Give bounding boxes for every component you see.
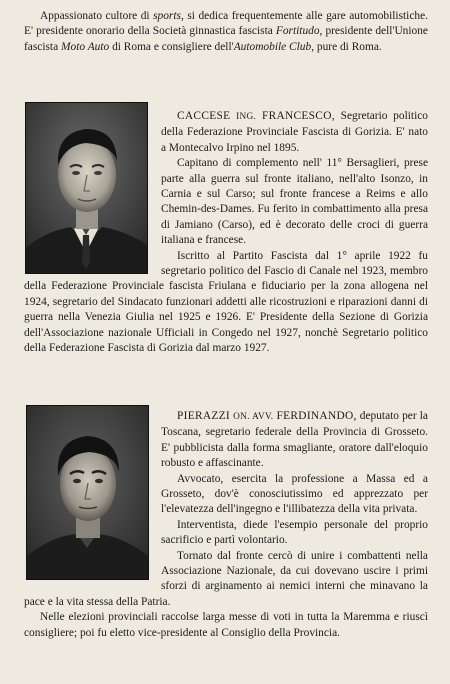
intro-text: di Roma e consigliere dell' — [109, 40, 234, 53]
bio-paragraph: Interventista, diede l'esempio personale del proprio sacrificio e partì volontario. — [161, 518, 428, 547]
biography-caccese — [24, 109, 428, 357]
photo-spacer — [24, 109, 161, 273]
intro-italic: sports — [153, 10, 181, 22]
person-surname: PIERAZZI — [177, 410, 231, 422]
intro-text: , si dedica frequentemente alle gare automobilistiche. E' presidente onorario della Società ginnastica fascista — [24, 10, 428, 38]
bio-paragraph: Iscritto al Partito Fascista dal 1° aprile 1922 fu segretario politico del Fascio di Canale nel 1923, membro della Federazione Provinciale fascista Friulana e fiduciario per la zona allogena nel 1924, segretario del Sindacato funzionari addetti alle ricostruzioni e riparazioni danni di guerra nella Venezia Giulia nel 1925 e 1926. E' Presidente della Sezione di Gorizia dell'Associazione nazionale Ufficiali in Congedo nel 1927, nonchè Segretario politico della Federazione Fascista di Gorizia dal marzo 1927. — [24, 249, 428, 355]
bio-paragraph: Avvocato, esercita la professione a Massa ed a Grosseto, dov'è conosciutissimo ed apprezzato per l'elevatezza dell'ingegno e l'illibatezza della vita privata. — [161, 472, 428, 516]
intro-text: Appassionato cultore di — [40, 10, 154, 22]
bio-text: Segretario politico della Federazione Provinciale Fascista di Gorizia. E' nato a Montecalvo Irpino nel 1895. — [161, 110, 428, 154]
intro-text: , pure di Roma. — [311, 40, 382, 53]
intro-italic: Automobile Club — [233, 40, 312, 53]
bio-paragraph: Nelle elezioni provinciali raccolse larga messe di voti in tutta la Maremma e riuscì consigliere; poi fu eletto vice-presidente al Consiglio della Provincia. — [24, 611, 428, 639]
person-surname: CACCESE — [177, 110, 231, 122]
biography-pierazzi — [24, 409, 428, 641]
bio-paragraph: Capitano di complemento nell' 11° Bersaglieri, prese parte alla guerra sul fronte italiano, nell'alto Isonzo, in Carnia e sul Carso; sul fronte francese a Reims e allo Chemin-des-Dames. Fu ferito in combattimento alla presa di Jamiano (Carso), ed è decorato delle croci di guerra italiana e francese. — [161, 157, 428, 247]
bio-paragraph: Tornato dal fronte cercò di unire i combattenti nella Associazione Nazionale, da cui dovevano uscire i primi sforzi di arginamento ai nemici interni che minavano la pace e la vita stessa della Patria. — [24, 549, 428, 608]
person-firstname: FRANCESCO, — [261, 110, 335, 122]
bio-text: deputato per la Toscana, segretario federale della Provincia di Grosseto. E' pubblicista dalla forma smagliante, oratore dall'eloquio robusto e affascinante. — [161, 410, 428, 470]
person-title: ING. — [236, 112, 257, 122]
photo-spacer — [24, 409, 161, 581]
intro-italic: Fortitudo — [275, 25, 320, 38]
intro-italic: Moto Auto — [61, 40, 110, 53]
person-firstname: FERDINANDO, — [276, 410, 357, 422]
person-title: ON. AVV. — [233, 412, 274, 422]
intro-paragraph — [24, 9, 428, 55]
intro-text: , presidente dell'Unione fascista — [24, 25, 428, 53]
